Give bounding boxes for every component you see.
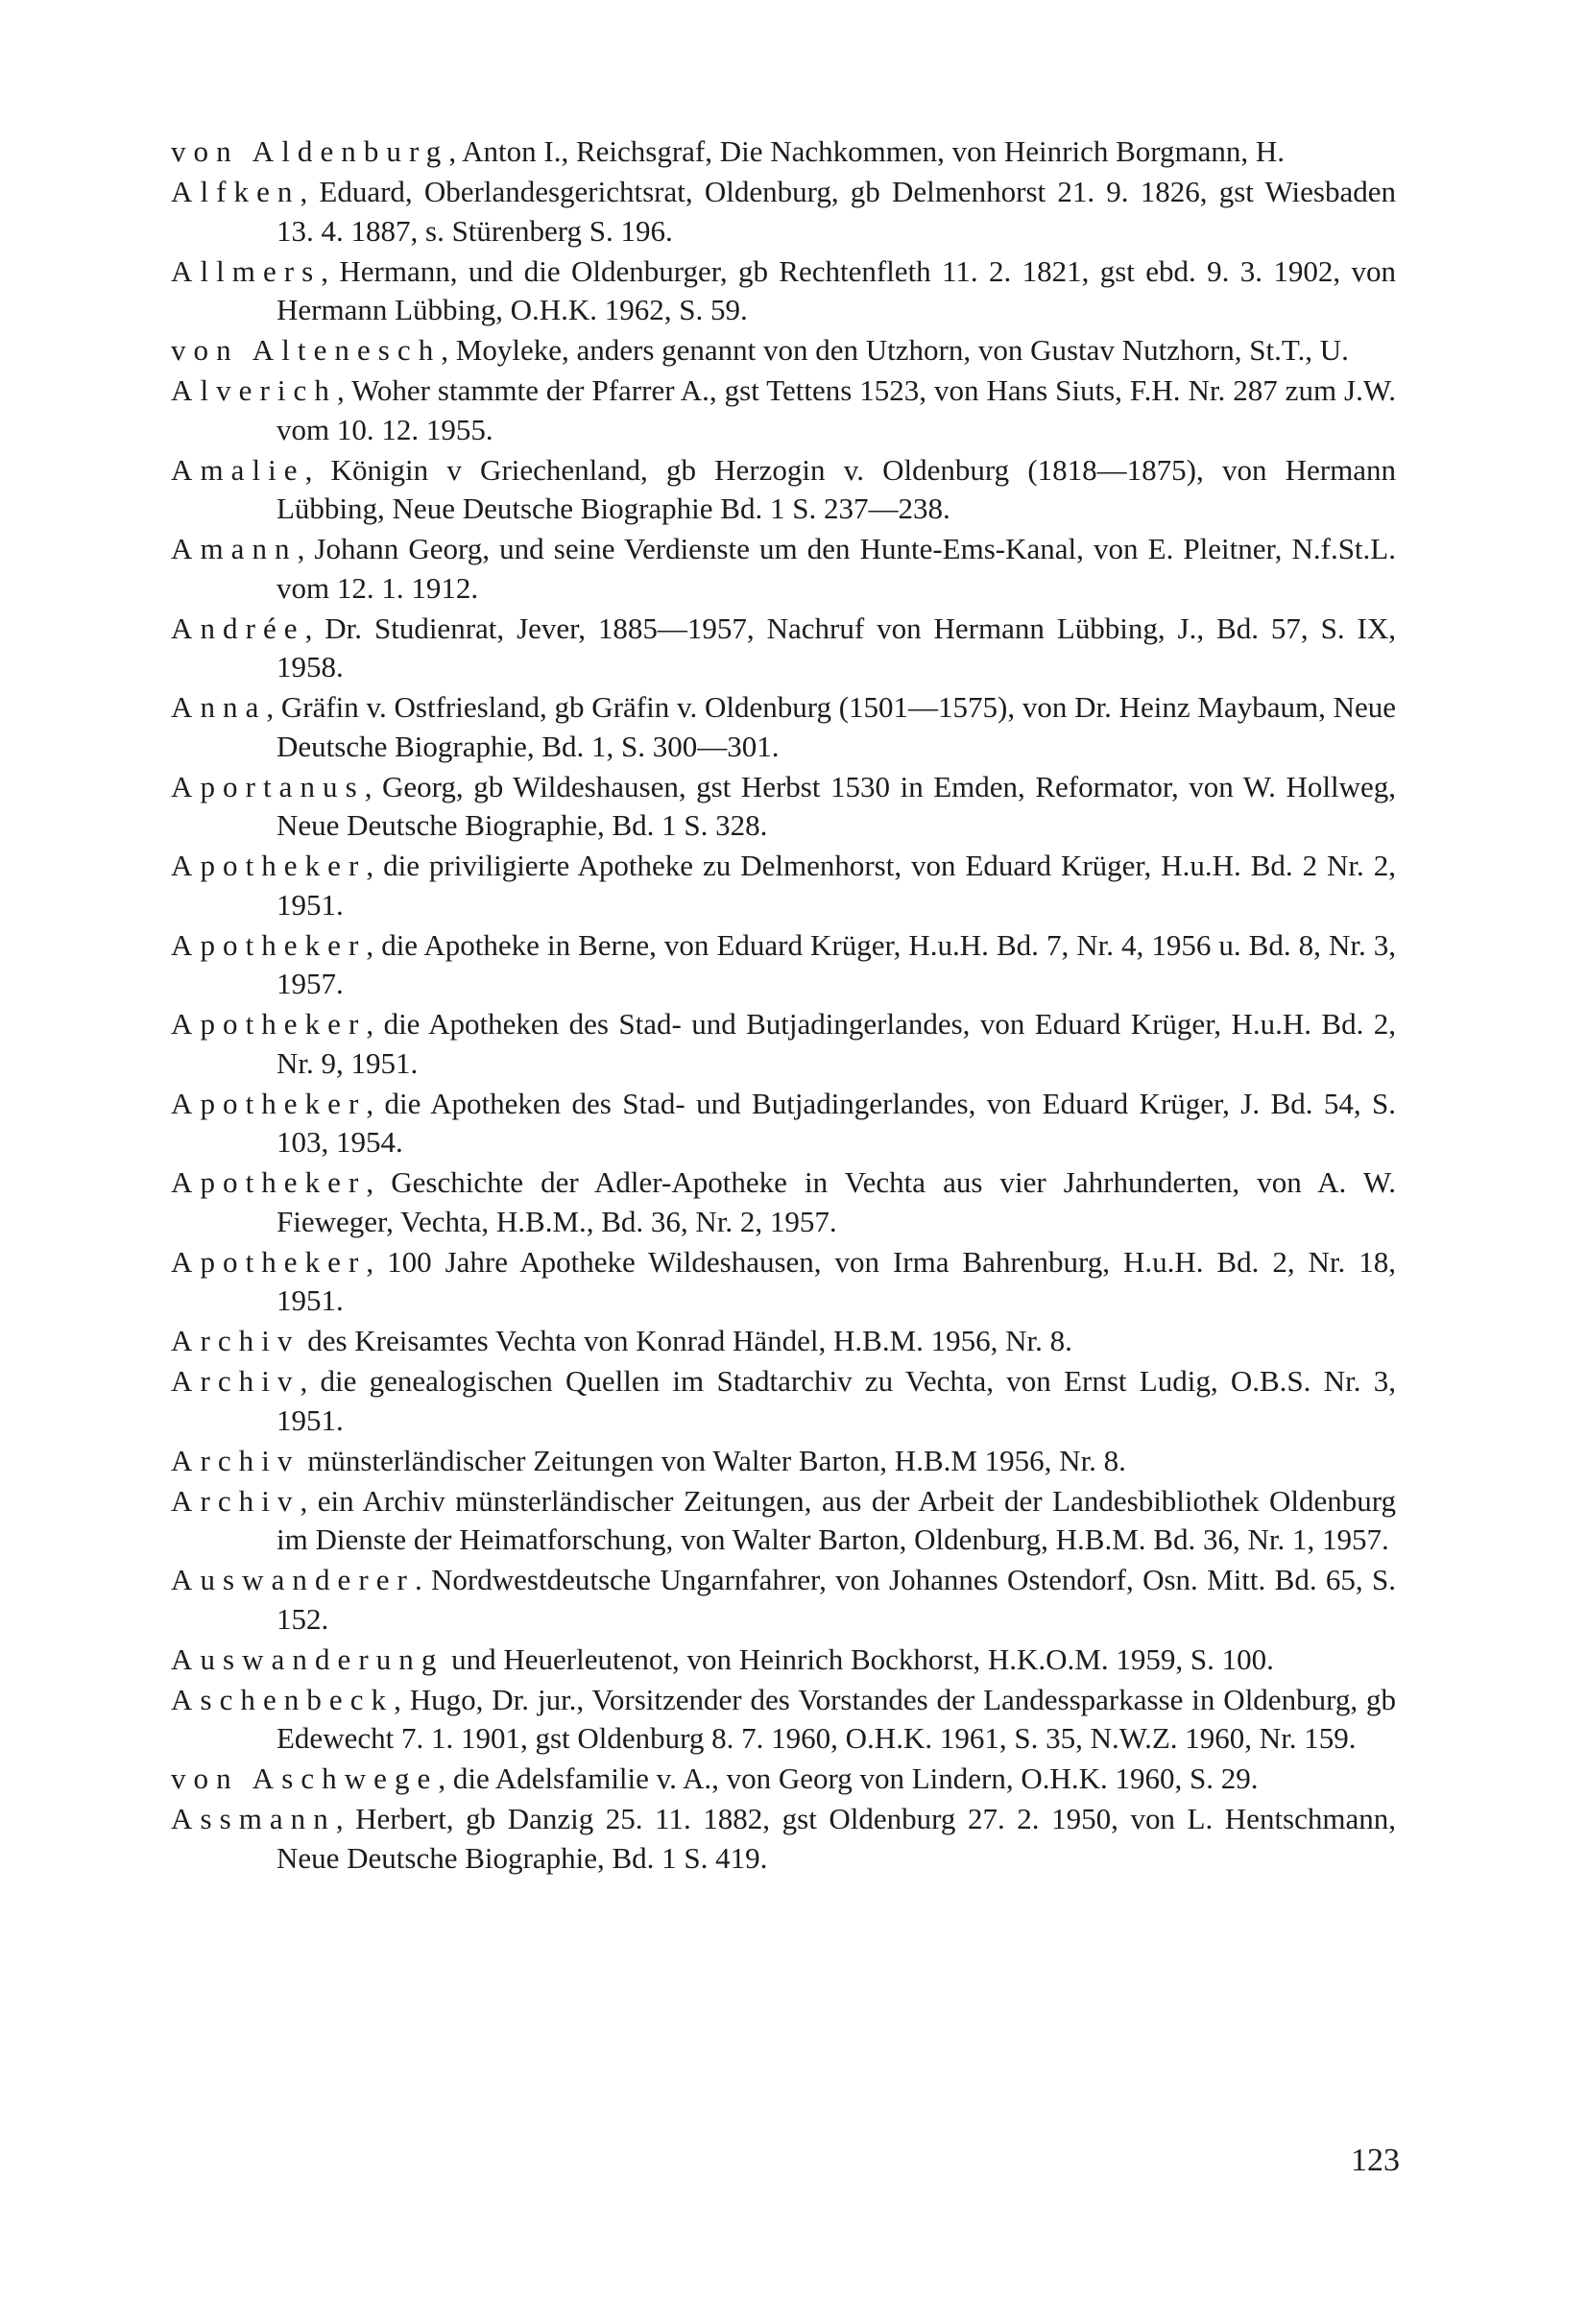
bibliography-entry (171, 1442, 1396, 1481)
entry-text: , Hugo, Dr. jur., Vorsitzender des Vorstandes der Landessparkasse in Oldenburg, gb Edewecht 7. 1. 1901, gst Oldenburg 8. 7. 1960, O.H.K. 1961, S. 35, N.W.Z. 1960, Nr. 159. (277, 1682, 1396, 1755)
bibliography-entry (171, 371, 1396, 449)
entry-text: , Königin v Griechenland, gb Herzogin v. Oldenburg (1818—1875), von Hermann Lübbing, Neue Deutsche Biographie Bd. 1 S. 237—238. (277, 452, 1396, 525)
entry-headword: Aschenbeck (171, 1682, 395, 1716)
bibliography-entry (171, 610, 1396, 687)
bibliography-entry (171, 1362, 1396, 1440)
bibliography-entry (171, 1085, 1396, 1162)
entry-headword: Aportanus (171, 769, 365, 803)
bibliography-entry (171, 173, 1396, 251)
entry-text: , die Adelsfamilie v. A., von Georg von Lindern, O.H.K. 1960, S. 29. (438, 1761, 1259, 1795)
entry-text: , 100 Jahre Apotheke Wildeshausen, von Irma Bahrenburg, H.u.H. Bd. 2, Nr. 18, 1951. (277, 1244, 1396, 1317)
entry-headword: Aschwege (252, 1761, 439, 1795)
entry-headword: Apotheker (171, 1086, 367, 1120)
entry-text: des Kreisamtes Vechta von Konrad Händel, H.B.M. 1956, Nr. 8. (300, 1324, 1072, 1357)
entry-headword: Assmann (171, 1802, 336, 1835)
bibliography-entry (171, 1163, 1396, 1241)
entry-text: , Herbert, gb Danzig 25. 11. 1882, gst Oldenburg 27. 2. 1950, von L. Hentschmann, Neue Deutsche Biographie, Bd. 1 S. 419. (277, 1802, 1396, 1875)
entry-headword: Apotheker (171, 927, 367, 962)
entry-text: , ein Archiv münsterländischer Zeitungen, aus der Arbeit der Landesbibliothek Oldenburg im Dienste der Heimatforschung, von Walter Barton, Oldenburg, H.B.M. Bd. 36, Nr. 1, 1957. (277, 1483, 1396, 1556)
entry-prefix: von (171, 333, 252, 367)
bibliography-entry (171, 1681, 1396, 1759)
entry-headword: Alfken (171, 175, 301, 208)
bibliography-entry (171, 1760, 1396, 1799)
bibliography-entry (171, 331, 1396, 371)
bibliography-entry (171, 1005, 1396, 1083)
entry-headword: Alverich (171, 373, 337, 407)
entry-headword: Archiv (171, 1364, 301, 1398)
entry-prefix: von (171, 134, 252, 168)
entry-text: , Johann Georg, und seine Verdienste um den Hunte-Ems-Kanal, von E. Pleitner, N.f.St.L. vom 12. 1. 1912. (277, 532, 1396, 605)
bibliography-entry (171, 926, 1396, 1004)
entry-text: , Eduard, Oberlandesgerichtsrat, Oldenburg, gb Delmenhorst 21. 9. 1826, gst Wiesbaden 13. 4. 1887, s. Stürenberg S. 196. (277, 175, 1396, 248)
entry-text: , Hermann, und die Oldenburger, gb Rechtenfleth 11. 2. 1821, gst ebd. 9. 3. 1902, von Hermann Lübbing, O.H.K. 1962, S. 59. (277, 253, 1396, 326)
entry-headword: Anna (171, 690, 267, 724)
entry-headword: Archiv (171, 1483, 301, 1518)
entry-headword: Amann (171, 532, 298, 565)
bibliography-entry (171, 1641, 1396, 1680)
bibliography-entry (171, 252, 1396, 330)
bibliography-entry (171, 530, 1396, 608)
bibliography-entry (171, 1322, 1396, 1361)
entry-text: münsterländischer Zeitungen von Walter Barton, H.B.M 1956, Nr. 8. (300, 1443, 1126, 1477)
entry-text: . Nordwestdeutsche Ungarnfahrer, von Johannes Ostendorf, Osn. Mitt. Bd. 65, S. 152. (277, 1563, 1396, 1636)
entry-headword: Amalie (171, 452, 305, 487)
entry-headword: Altenesch (252, 333, 442, 367)
page-number: 123 (1351, 2143, 1400, 2178)
bibliography-entry (171, 132, 1396, 172)
entry-text: , die Apotheken des Stad- und Butjadingerlandes, von Eduard Krüger, H.u.H. Bd. 2, Nr. 9, 1951. (277, 1007, 1396, 1080)
bibliography-entry (171, 847, 1396, 924)
entry-headword: Auswanderung (171, 1641, 445, 1676)
bibliography-entry (171, 768, 1396, 846)
entry-headword: Auswanderer (171, 1563, 415, 1596)
entry-headword: Apotheker (171, 1244, 367, 1279)
entry-text: und Heuerleutenot, von Heinrich Bockhorst, H.K.O.M. 1959, S. 100. (444, 1641, 1274, 1676)
entry-text: , Dr. Studienrat, Jever, 1885—1957, Nachruf von Hermann Lübbing, J., Bd. 57, S. IX, 1958. (277, 611, 1396, 683)
entry-headword: Aldenburg (252, 134, 449, 168)
entry-text: , die genealogischen Quellen im Stadtarchiv zu Vechta, von Ernst Ludig, O.B.S. Nr. 3, 1951. (277, 1364, 1396, 1437)
bibliography-entry (171, 1482, 1396, 1560)
entry-text: , Woher stammte der Pfarrer A., gst Tettens 1523, von Hans Siuts, F.H. Nr. 287 zum J.W. vom 10. 12. 1955. (277, 373, 1396, 446)
bibliography-entry (171, 451, 1396, 529)
entry-text: , Moyleke, anders genannt von den Utzhorn, von Gustav Nutzhorn, St.T., U. (441, 333, 1349, 367)
entry-headword: Andrée (171, 611, 305, 645)
entry-text: , Geschichte der Adler-Apotheke in Vechta aus vier Jahrhunderten, von A. W. Fieweger, Vechta, H.B.M., Bd. 36, Nr. 2, 1957. (277, 1165, 1396, 1238)
entry-headword: Apotheker (171, 849, 367, 882)
entry-text: , die Apotheke in Berne, von Eduard Krüger, H.u.H. Bd. 7, Nr. 4, 1956 u. Bd. 8, Nr. 3, 1957. (277, 927, 1396, 1000)
entry-headword: Archiv (171, 1324, 301, 1357)
bibliography-entries (171, 132, 1396, 1878)
entry-text: , Georg, gb Wildeshausen, gst Herbst 1530 in Emden, Reformator, von W. Hollweg, Neue Deutsche Biographie, Bd. 1 S. 328. (277, 769, 1396, 842)
bibliography-entry (171, 1243, 1396, 1321)
entry-text: , Anton I., Reichsgraf, Die Nachkommen, von Heinrich Borgmann, H. (448, 134, 1286, 168)
entry-headword: Archiv (171, 1443, 301, 1477)
entry-headword: Apotheker (171, 1165, 367, 1199)
entry-text: , Gräfin v. Ostfriesland, gb Gräfin v. Oldenburg (1501—1575), von Dr. Heinz Maybaum, Neue Deutsche Biographie, Bd. 1, S. 300—301. (266, 690, 1396, 763)
bibliography-entry (171, 688, 1396, 766)
entry-headword: Apotheker (171, 1007, 367, 1041)
bibliography-entry (171, 1561, 1396, 1639)
entry-text: , die priviligierte Apotheke zu Delmenhorst, von Eduard Krüger, H.u.H. Bd. 2 Nr. 2, 1951. (277, 849, 1396, 922)
entry-text: , die Apotheken des Stad- und Butjadingerlandes, von Eduard Krüger, J. Bd. 54, S. 103, 1954. (277, 1086, 1396, 1159)
entry-prefix: von (171, 1761, 252, 1795)
entry-headword: Allmers (171, 253, 322, 288)
bibliography-entry (171, 1800, 1396, 1878)
